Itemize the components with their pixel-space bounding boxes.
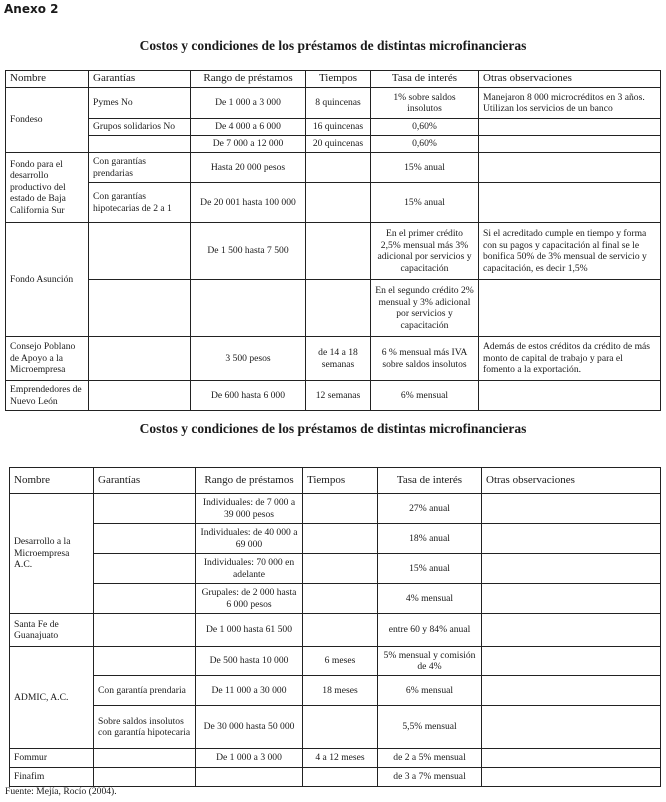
cell-tiempos bbox=[303, 768, 378, 787]
cell-tiempos bbox=[303, 524, 378, 554]
cell-rango: De 11 000 a 30 000 bbox=[196, 676, 303, 706]
cell-rango: De 1 000 a 3 000 bbox=[191, 88, 306, 119]
microfinance-table-1 bbox=[5, 70, 661, 411]
cell-otras: Además de estos créditos da crédito de más monto de capital de trabajo y para el fomento a la exportación. bbox=[479, 337, 661, 381]
column-header: Garantías bbox=[94, 468, 196, 494]
cell-garantias: Con garantías hipotecarias de 2 a 1 bbox=[89, 183, 191, 223]
cell-garantias: Pymes No bbox=[89, 88, 191, 119]
column-header: Otras observaciones bbox=[482, 468, 661, 494]
cell-otras bbox=[482, 749, 661, 768]
cell-nombre: Emprendedores de Nuevo León bbox=[6, 381, 89, 411]
table-row bbox=[10, 706, 661, 749]
cell-tasa: 15% anual bbox=[371, 153, 479, 183]
cell-rango bbox=[196, 768, 303, 787]
cell-otras bbox=[482, 768, 661, 787]
cell-garantias bbox=[94, 768, 196, 787]
cell-rango bbox=[191, 280, 306, 337]
cell-otras: Si el acreditado cumple en tiempo y forma con su pagos y capacitación al final se le bonifica 50% de 3% mensual de servicio y capacitación, es decir 1,5% bbox=[479, 223, 661, 280]
table-row bbox=[6, 183, 661, 223]
cell-otras bbox=[479, 119, 661, 136]
cell-tasa: 27% anual bbox=[378, 494, 482, 524]
cell-nombre: Finafim bbox=[10, 768, 94, 787]
column-header: Rango de préstamos bbox=[191, 71, 306, 88]
table-row bbox=[6, 223, 661, 280]
table-row bbox=[6, 88, 661, 119]
table-row bbox=[6, 153, 661, 183]
cell-nombre: Fondo Asunción bbox=[6, 223, 89, 337]
cell-garantias bbox=[89, 337, 191, 381]
column-header: Tiempos bbox=[303, 468, 378, 494]
table-row bbox=[10, 584, 661, 614]
table-row bbox=[6, 119, 661, 136]
cell-rango: 3 500 pesos bbox=[191, 337, 306, 381]
column-header: Tiempos bbox=[306, 71, 371, 88]
cell-garantias: Con garantía prendaria bbox=[94, 676, 196, 706]
cell-garantias: Sobre saldos insolutos con garantía hipotecaria bbox=[94, 706, 196, 749]
cell-tiempos bbox=[303, 706, 378, 749]
cell-otras bbox=[482, 524, 661, 554]
cell-rango: De 4 000 a 6 000 bbox=[191, 119, 306, 136]
column-header: Tasa de interés bbox=[378, 468, 482, 494]
cell-otras bbox=[482, 676, 661, 706]
annex-label: Anexo 2 bbox=[4, 2, 59, 16]
cell-rango: De 1 000 a 3 000 bbox=[196, 749, 303, 768]
cell-garantias bbox=[94, 614, 196, 647]
cell-tasa: de 2 a 5% mensual bbox=[378, 749, 482, 768]
cell-tiempos bbox=[306, 183, 371, 223]
cell-nombre: Santa Fe de Guanajuato bbox=[10, 614, 94, 647]
cell-otras bbox=[479, 280, 661, 337]
cell-tiempos: 20 quincenas bbox=[306, 136, 371, 153]
cell-garantias: Con garantías prendarias bbox=[89, 153, 191, 183]
cell-tiempos: de 14 a 18 semanas bbox=[306, 337, 371, 381]
column-header: Otras observaciones bbox=[479, 71, 661, 88]
cell-garantias bbox=[89, 136, 191, 153]
cell-rango: De 30 000 hasta 50 000 bbox=[196, 706, 303, 749]
cell-rango: De 7 000 a 12 000 bbox=[191, 136, 306, 153]
cell-otras bbox=[482, 554, 661, 584]
column-header: Nombre bbox=[6, 71, 89, 88]
cell-otras bbox=[479, 381, 661, 411]
cell-rango: Grupales: de 2 000 hasta 6 000 pesos bbox=[196, 584, 303, 614]
cell-tiempos: 4 a 12 meses bbox=[303, 749, 378, 768]
table-row bbox=[10, 524, 661, 554]
cell-nombre: ADMIC, A.C. bbox=[10, 647, 94, 749]
cell-tiempos bbox=[303, 614, 378, 647]
cell-tasa: 6% mensual bbox=[378, 676, 482, 706]
column-header: Garantías bbox=[89, 71, 191, 88]
cell-otras bbox=[482, 584, 661, 614]
cell-otras bbox=[479, 136, 661, 153]
cell-garantias bbox=[94, 554, 196, 584]
cell-nombre: Desarrollo a la Microempresa A.C. bbox=[10, 494, 94, 614]
cell-otras: Manejaron 8 000 microcréditos en 3 años. Utilizan los servicios de un banco bbox=[479, 88, 661, 119]
cell-garantias bbox=[94, 494, 196, 524]
cell-otras bbox=[482, 494, 661, 524]
cell-tasa: 18% anual bbox=[378, 524, 482, 554]
cell-tasa: 5,5% mensual bbox=[378, 706, 482, 749]
cell-garantias bbox=[89, 381, 191, 411]
cell-garantias bbox=[94, 749, 196, 768]
table-header-row bbox=[6, 71, 661, 88]
cell-rango: De 600 hasta 6 000 bbox=[191, 381, 306, 411]
cell-rango: De 1 500 hasta 7 500 bbox=[191, 223, 306, 280]
cell-nombre: Consejo Poblano de Apoyo a la Microempresa bbox=[6, 337, 89, 381]
cell-tasa: En el primer crédito 2,5% mensual más 3% adicional por servicios y capacitación bbox=[371, 223, 479, 280]
cell-tasa: 15% anual bbox=[371, 183, 479, 223]
table-row bbox=[10, 768, 661, 787]
table-row bbox=[10, 554, 661, 584]
column-header: Tasa de interés bbox=[371, 71, 479, 88]
column-header: Nombre bbox=[10, 468, 94, 494]
table-row bbox=[6, 381, 661, 411]
cell-tiempos bbox=[303, 494, 378, 524]
cell-tasa: de 3 a 7% mensual bbox=[378, 768, 482, 787]
cell-nombre: Fondeso bbox=[6, 88, 89, 153]
cell-rango: De 500 hasta 10 000 bbox=[196, 647, 303, 676]
cell-tasa: 6 % mensual más IVA sobre saldos insolutos bbox=[371, 337, 479, 381]
cell-tasa: En el segundo crédito 2% mensual y 3% adicional por servicios y capacitación bbox=[371, 280, 479, 337]
cell-garantias bbox=[94, 584, 196, 614]
cell-garantias bbox=[94, 647, 196, 676]
cell-garantias bbox=[89, 280, 191, 337]
cell-tasa: 0,60% bbox=[371, 136, 479, 153]
cell-tasa: 1% sobre saldos insolutos bbox=[371, 88, 479, 119]
cell-otras bbox=[479, 183, 661, 223]
table1-title: Costos y condiciones de los préstamos de distintas microfinancieras bbox=[139, 38, 527, 53]
microfinance-table-2 bbox=[9, 467, 661, 787]
table-row bbox=[10, 647, 661, 676]
cell-rango: Individuales: de 7 000 a 39 000 pesos bbox=[196, 494, 303, 524]
cell-rango: Hasta 20 000 pesos bbox=[191, 153, 306, 183]
cell-tasa: 5% mensual y comisión de 4% bbox=[378, 647, 482, 676]
table-row bbox=[6, 337, 661, 381]
cell-tasa: 6% mensual bbox=[371, 381, 479, 411]
table-header-row bbox=[10, 468, 661, 494]
table2-title: Costos y condiciones de los préstamos de distintas microfinancieras bbox=[139, 421, 527, 436]
cell-otras bbox=[482, 706, 661, 749]
cell-tiempos bbox=[303, 554, 378, 584]
cell-rango: Individuales: 70 000 en adelante bbox=[196, 554, 303, 584]
cell-tiempos bbox=[303, 584, 378, 614]
table-row bbox=[10, 676, 661, 706]
cell-tasa: 15% anual bbox=[378, 554, 482, 584]
cell-rango: De 20 001 hasta 100 000 bbox=[191, 183, 306, 223]
table-row bbox=[6, 280, 661, 337]
cell-tiempos bbox=[306, 153, 371, 183]
cell-rango: De 1 000 hasta 61 500 bbox=[196, 614, 303, 647]
cell-tiempos: 16 quincenas bbox=[306, 119, 371, 136]
cell-tiempos: 18 meses bbox=[303, 676, 378, 706]
table-row bbox=[10, 614, 661, 647]
cell-otras bbox=[479, 153, 661, 183]
cell-otras bbox=[482, 647, 661, 676]
table-row bbox=[10, 749, 661, 768]
cell-tasa: entre 60 y 84% anual bbox=[378, 614, 482, 647]
cell-rango: Individuales: de 40 000 a 69 000 bbox=[196, 524, 303, 554]
cell-tiempos: 8 quincenas bbox=[306, 88, 371, 119]
cell-tiempos bbox=[306, 280, 371, 337]
table-row bbox=[10, 494, 661, 524]
cell-otras bbox=[482, 614, 661, 647]
table-row bbox=[6, 136, 661, 153]
cell-tiempos bbox=[306, 223, 371, 280]
cell-nombre: Fommur bbox=[10, 749, 94, 768]
column-header: Rango de préstamos bbox=[196, 468, 303, 494]
cell-garantias: Grupos solidarios No bbox=[89, 119, 191, 136]
cell-tiempos: 12 semanas bbox=[306, 381, 371, 411]
cell-garantias bbox=[89, 223, 191, 280]
cell-tiempos: 6 meses bbox=[303, 647, 378, 676]
cell-tasa: 0,60% bbox=[371, 119, 479, 136]
source-note: Fuente: Mejía, Rocío (2004). bbox=[5, 786, 117, 797]
cell-garantias bbox=[94, 524, 196, 554]
cell-nombre: Fondo para el desarrollo productivo del estado de Baja California Sur bbox=[6, 153, 89, 223]
cell-tasa: 4% mensual bbox=[378, 584, 482, 614]
